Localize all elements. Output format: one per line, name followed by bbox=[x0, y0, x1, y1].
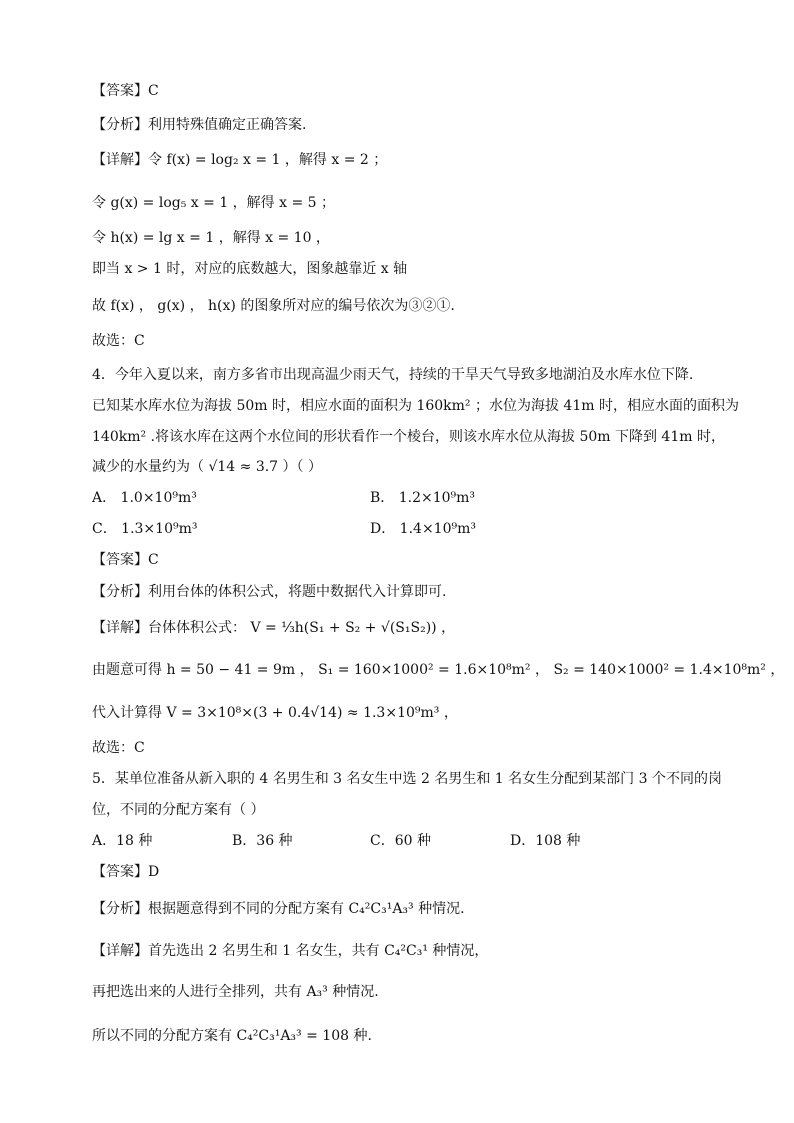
q5-option-c: C．60 种 bbox=[370, 833, 431, 849]
q5-stem-1: 5．某单位准备从新入职的 4 名男生和 3 名女生中选 2 名男生和 1 名女生分配到某部门 3 个不同的岗 bbox=[92, 771, 722, 787]
q3-analysis: 【分析】利用特殊值确定正确答案. bbox=[92, 117, 307, 133]
q3-detail-2: 令 g(x) = log₅ x = 1 ，解得 x = 5 ； bbox=[92, 195, 336, 211]
q4-detail-3: 代入计算得 V = 3×10⁸×(3 + 0.4√14) ≈ 1.3×10⁹m³ ， bbox=[92, 705, 458, 721]
q5-option-b: B．36 种 bbox=[232, 833, 293, 849]
q4-stem-2: 已知某水库水位为海拔 50m 时，相应水面的面积为 160km² ；水位为海拔 41m 时，相应水面的面积为 bbox=[92, 398, 739, 414]
q5-answer: 【答案】D bbox=[92, 864, 160, 880]
q3-choose: 故选：C bbox=[92, 333, 145, 349]
q5-option-d: D．108 种 bbox=[510, 833, 581, 849]
q3-detail-4: 即当 x > 1 时，对应的底数越大，图象越靠近 x 轴 bbox=[92, 261, 408, 277]
q4-choose: 故选：C bbox=[92, 740, 145, 756]
q4-answer: 【答案】C bbox=[92, 552, 159, 568]
q4-stem-3: 140km² .将该水库在这两个水位间的形状看作一个棱台，则该水库水位从海拔 50m 下降到 41m 时， bbox=[92, 429, 725, 445]
q5-stem-2: 位，不同的分配方案有（ ） bbox=[92, 802, 265, 818]
q5-option-a: A．18 种 bbox=[92, 833, 153, 849]
q4-detail-1: 【详解】台体体积公式： V = ⅓h(S₁ + S₂ + √(S₁S₂)) ， bbox=[92, 620, 456, 636]
q4-detail-2: 由题意可得 h = 50 − 41 = 9m ， S₁ = 160×1000² = 1.6×10⁸m² ， S₂ = 140×1000² = 1.4×10⁸m² ， bbox=[92, 662, 785, 678]
q3-answer: 【答案】C bbox=[92, 83, 159, 99]
q5-detail-1: 【详解】首先选出 2 名男生和 1 名女生，共有 C₄²C₃¹ 种情况， bbox=[92, 943, 489, 959]
q3-detail-1: 【详解】令 f(x) = log₂ x = 1 ，解得 x = 2 ； bbox=[92, 152, 388, 168]
q4-stem-1: 4．今年入夏以来，南方多省市出现高温少雨天气，持续的干旱天气导致多地湖泊及水库水位下降. bbox=[92, 367, 694, 383]
q4-stem-4: 减少的水量约为（ √14 ≈ 3.7 ）（ ） bbox=[92, 459, 322, 475]
q4-option-b: B． 1.2×10⁹m³ bbox=[370, 490, 476, 506]
q3-detail-5: 故 f(x) ， g(x) ， h(x) 的图象所对应的编号依次为③②①. bbox=[92, 298, 455, 314]
q4-option-d: D． 1.4×10⁹m³ bbox=[370, 521, 476, 537]
q4-option-c: C． 1.3×10⁹m³ bbox=[92, 521, 198, 537]
q3-detail-3: 令 h(x) = lg x = 1 ，解得 x = 10 ， bbox=[92, 230, 330, 246]
q5-analysis: 【分析】根据题意得到不同的分配方案有 C₄²C₃¹A₃³ 种情况. bbox=[92, 901, 465, 917]
q5-detail-2: 再把选出来的人进行全排列，共有 A₃³ 种情况. bbox=[92, 984, 379, 1000]
q4-analysis: 【分析】利用台体的体积公式，将题中数据代入计算即可. bbox=[92, 584, 447, 600]
q5-detail-3: 所以不同的分配方案有 C₄²C₃¹A₃³ = 108 种. bbox=[92, 1028, 372, 1044]
q4-option-a: A． 1.0×10⁹m³ bbox=[92, 490, 197, 506]
